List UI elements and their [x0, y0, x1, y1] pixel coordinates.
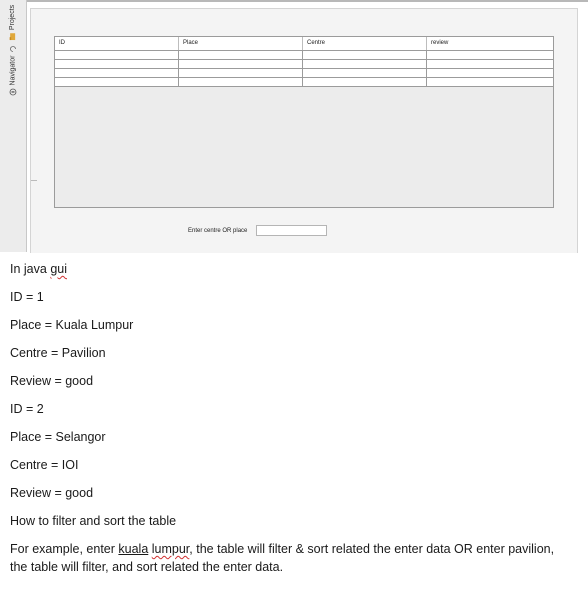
- underlined-word: kuala: [118, 542, 149, 556]
- tab-projects-label: Projects: [9, 4, 17, 30]
- column-header-place[interactable]: Place: [179, 37, 303, 50]
- intro-line: In java gui: [10, 262, 67, 276]
- example-line-2: the table will filter, and sort related the enter data.: [10, 560, 284, 574]
- table-row[interactable]: [55, 60, 553, 69]
- table-cell[interactable]: [303, 78, 427, 86]
- table-body: [55, 51, 553, 87]
- search-input[interactable]: [256, 225, 327, 236]
- question-line: Place = Selangor: [10, 430, 106, 444]
- question-line: ID = 1: [10, 290, 44, 304]
- table-cell[interactable]: [303, 69, 427, 77]
- table-cell[interactable]: [55, 69, 179, 77]
- table-cell[interactable]: [55, 60, 179, 68]
- question-line: ID = 2: [10, 402, 44, 416]
- editor-top-border: [26, 0, 588, 2]
- column-header-id[interactable]: ID: [55, 37, 179, 50]
- tab-navigator[interactable]: [3, 44, 23, 96]
- table-cell[interactable]: [179, 69, 303, 77]
- guide-mark: [31, 180, 37, 181]
- table-cell[interactable]: [427, 69, 551, 77]
- table-row[interactable]: [55, 51, 553, 60]
- column-header-review[interactable]: review: [431, 40, 449, 46]
- table-row[interactable]: [55, 78, 553, 87]
- question-line: Review = good: [10, 374, 94, 388]
- table-row[interactable]: [55, 69, 553, 78]
- table-cell[interactable]: [427, 78, 551, 86]
- column-header-centre[interactable]: Centre: [303, 37, 427, 50]
- table-header: [55, 37, 553, 51]
- example-line: For example, enter kuala lumpur, the table will filter & sort related the enter data OR enter pavilion,: [10, 542, 555, 556]
- search-label: Enter centre OR place: [188, 228, 248, 234]
- table-cell[interactable]: [303, 60, 427, 68]
- table-cell[interactable]: [179, 78, 303, 86]
- navigator-icon: [10, 88, 17, 95]
- misspelled-word: lumpur: [151, 542, 190, 556]
- misspelled-word: gui: [50, 262, 67, 276]
- question-line: Centre = Pavilion: [10, 346, 106, 360]
- table-cell[interactable]: [55, 78, 179, 86]
- table-cell[interactable]: [179, 51, 303, 59]
- refresh-icon: [10, 45, 17, 52]
- ide-screenshot: [0, 0, 588, 252]
- tab-navigator-label: Navigator: [9, 55, 17, 85]
- table-cell[interactable]: [179, 60, 303, 68]
- table-cell[interactable]: [303, 51, 427, 59]
- data-table[interactable]: [54, 36, 554, 208]
- table-cell[interactable]: [55, 51, 179, 59]
- tab-projects[interactable]: [3, 2, 23, 42]
- table-cell[interactable]: [427, 51, 551, 59]
- question-line: Centre = IOI: [10, 458, 79, 472]
- question-line: Review = good: [10, 486, 94, 500]
- question-line: How to filter and sort the table: [10, 514, 177, 528]
- folder-icon: [10, 33, 17, 40]
- question-line: Place = Kuala Lumpur: [10, 318, 134, 332]
- table-cell[interactable]: [427, 60, 551, 68]
- side-tab-strip: [0, 0, 27, 252]
